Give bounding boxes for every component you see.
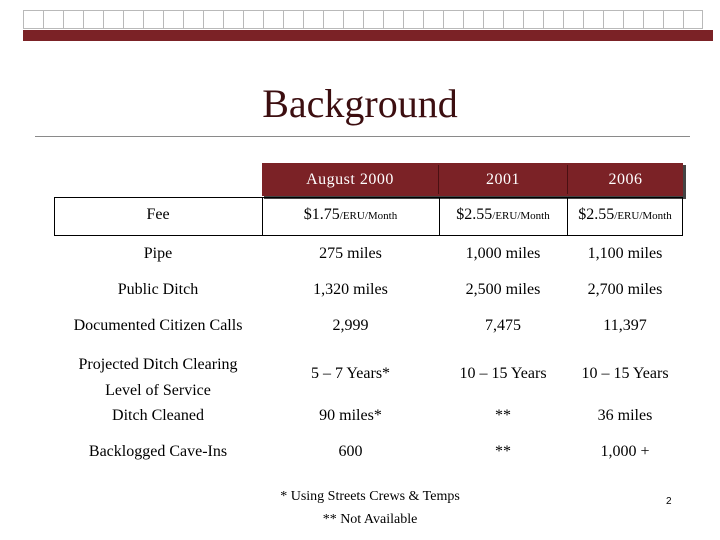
header-2001: 2001 (486, 171, 520, 188)
decor-square (283, 10, 303, 29)
title-divider (35, 136, 690, 137)
decor-square (443, 10, 463, 29)
decor-square (143, 10, 163, 29)
decor-square (543, 10, 563, 29)
decor-square (263, 10, 283, 29)
row-label-cave-ins: Backlogged Cave-Ins (88, 443, 228, 460)
cave-ins-august-2000: 600 (338, 443, 363, 460)
ditch-cleaned-2001: ** (495, 407, 511, 424)
fee-2001: $2.55/ERU/Month (456, 206, 550, 223)
page-number: 2 (666, 496, 672, 507)
decor-square (43, 10, 63, 29)
decor-square (243, 10, 263, 29)
decor-square (63, 10, 83, 29)
row-label-pipe: Pipe (143, 245, 173, 262)
decor-square (463, 10, 483, 29)
ditch-cleaned-2006: 36 miles (597, 407, 653, 424)
top-decoration (23, 10, 713, 30)
decor-square (643, 10, 663, 29)
decor-square (163, 10, 183, 29)
fee-2006: $2.55/ERU/Month (578, 206, 672, 223)
decor-square (423, 10, 443, 29)
decor-square (383, 10, 403, 29)
decor-square (183, 10, 203, 29)
row-label-citizen-calls: Documented Citizen Calls (73, 317, 243, 334)
cave-ins-2006: 1,000 + (600, 443, 650, 460)
ditch-clearing-2001: 10 – 15 Years (459, 365, 547, 382)
pipe-2001: 1,000 miles (465, 245, 541, 262)
footnote-streets-crews: * Using Streets Crews & Temps (280, 489, 460, 504)
row-label-ditch-cleaned: Ditch Cleaned (112, 407, 204, 424)
decor-square (563, 10, 583, 29)
decor-square (663, 10, 683, 29)
decor-square (623, 10, 643, 29)
decor-square (203, 10, 223, 29)
decor-square (303, 10, 323, 29)
decor-square (83, 10, 103, 29)
cave-ins-2001: ** (495, 443, 511, 460)
decor-square (583, 10, 603, 29)
header-2006: 2006 (608, 171, 643, 188)
decor-square (223, 10, 243, 29)
decor-square (363, 10, 383, 29)
ditch-cleaned-august-2000: 90 miles* (319, 407, 382, 424)
fee-august-2000: $1.75/ERU/Month (303, 206, 398, 223)
decor-square (603, 10, 623, 29)
ditch-clearing-2006: 10 – 15 Years (581, 365, 669, 382)
row-label-ditch-clearing: Projected Ditch Clearing Level of Service (78, 356, 238, 399)
decor-square (503, 10, 523, 29)
row-label-public-ditch: Public Ditch (117, 281, 199, 298)
public-ditch-2006: 2,700 miles (587, 281, 663, 298)
decor-square (123, 10, 143, 29)
citizen-calls-august-2000: 2,999 (332, 317, 369, 334)
accent-bar (23, 30, 713, 41)
header-august-2000: August 2000 (306, 171, 394, 188)
decor-square (483, 10, 503, 29)
pipe-august-2000: 275 miles (319, 245, 382, 262)
row-label-fee: Fee (146, 206, 170, 223)
decor-square (343, 10, 363, 29)
pipe-2006: 1,100 miles (587, 245, 663, 262)
decor-square (103, 10, 123, 29)
citizen-calls-2001: 7,475 (485, 317, 521, 334)
decor-square (403, 10, 423, 29)
decor-square (683, 10, 703, 29)
footnote-not-available: ** Not Available (322, 512, 418, 527)
decor-square (523, 10, 543, 29)
decor-square (323, 10, 343, 29)
decor-square (23, 10, 43, 29)
table-header (262, 163, 683, 196)
citizen-calls-2006: 11,397 (603, 317, 647, 334)
ditch-clearing-august-2000: 5 – 7 Years* (310, 365, 391, 382)
slide-title: Background (262, 81, 458, 126)
public-ditch-2001: 2,500 miles (465, 281, 541, 298)
public-ditch-august-2000: 1,320 miles (313, 281, 388, 298)
